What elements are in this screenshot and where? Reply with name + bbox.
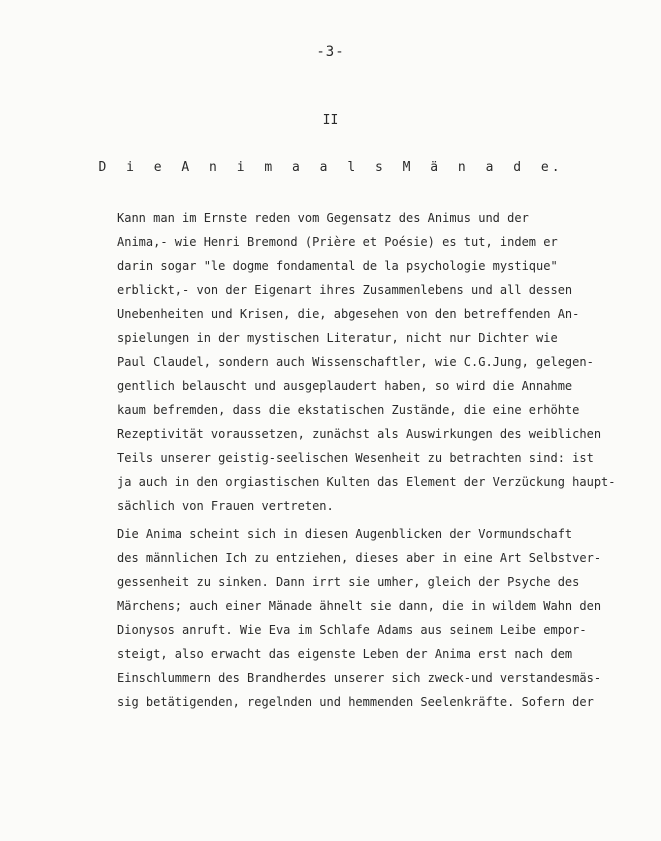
text-line: kaum befremden, dass die ekstatischen Zustände, die eine erhöhte: [117, 403, 580, 417]
chapter-title: D i e A n i m a a l s M ä n a d e.: [98, 160, 563, 175]
page-number: -3-: [316, 44, 345, 60]
text-line: sig betätigenden, regelnden und hemmenden Seelenkräfte. Sofern der: [117, 695, 594, 709]
paragraph-1: [117, 206, 637, 518]
text-line: gessenheit zu sinken. Dann irrt sie umher, gleich der Psyche des: [117, 575, 580, 589]
text-line: Unebenheiten und Krisen, die, abgesehen von den betreffenden An-: [117, 307, 580, 321]
text-line: Märchens; auch einer Mänade ähnelt sie dann, die in wildem Wahn den: [117, 599, 602, 613]
text-line: Anima,- wie Henri Bremond (Prière et Poésie) es tut, indem er: [117, 235, 558, 249]
text-line: des männlichen Ich zu entziehen, dieses aber in eine Art Selbstver-: [117, 551, 602, 565]
text-line: Dionysos anruft. Wie Eva im Schlafe Adams aus seinem Leibe empor-: [117, 623, 587, 637]
text-line: Die Anima scheint sich in diesen Augenblicken der Vormundschaft: [117, 527, 573, 541]
section-number: II: [322, 113, 339, 128]
paragraph-2: [117, 522, 637, 714]
text-line: Rezeptivität voraussetzen, zunächst als Auswirkungen des weiblichen: [117, 427, 602, 441]
text-line: Kann man im Ernste reden vom Gegensatz des Animus und der: [117, 211, 529, 225]
text-line: darin sogar "le dogme fondamental de la psychologie mystique": [117, 259, 558, 273]
text-line: gentlich belauscht und ausgeplaudert haben, so wird die Annahme: [117, 379, 573, 393]
body-text: [117, 206, 637, 714]
text-line: sächlich von Frauen vertreten.: [117, 499, 334, 513]
text-line: Einschlummern des Brandherdes unserer sich zweck-und verstandesmäs-: [117, 671, 602, 685]
text-line: Teils unserer geistig-seelischen Wesenheit zu betrachten sind: ist: [117, 451, 594, 465]
text-line: ja auch in den orgiastischen Kulten das Element der Verzückung haupt-: [117, 475, 616, 489]
text-line: steigt, also erwacht das eigenste Leben der Anima erst nach dem: [117, 647, 573, 661]
text-line: Paul Claudel, sondern auch Wissenschaftler, wie C.G.Jung, gelegen-: [117, 355, 594, 369]
text-line: erblickt,- von der Eigenart ihres Zusammenlebens und all dessen: [117, 283, 573, 297]
text-line: spielungen in der mystischen Literatur, nicht nur Dichter wie: [117, 331, 558, 345]
